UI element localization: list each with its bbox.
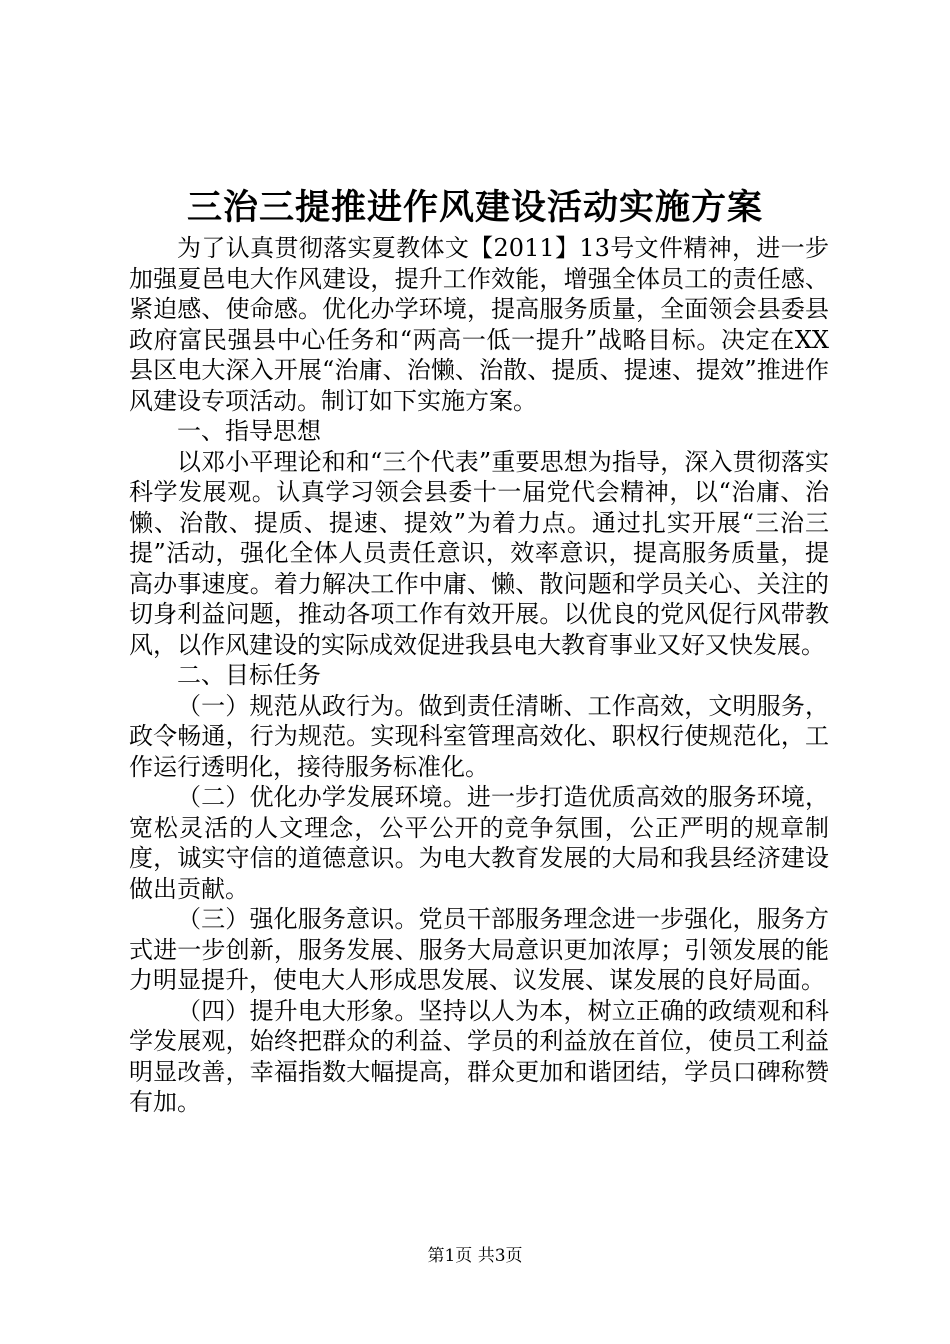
page-footer: 第1页 共3页 — [427, 1246, 523, 1266]
document-body — [129, 233, 829, 1118]
goal-item-4: （四）提升电大形象。坚持以人为本，树立正确的政绩观和科学发展观，始终把群众的利益、学员的利益放在首位，使员工利益明显改善，幸福指数大幅提高，群众更加和谐团结，学员口碑称赞有加。 — [129, 996, 829, 1116]
goal-item-3: （三）强化服务意识。党员干部服务理念进一步强化，服务方式进一步创新，服务发展、服务大局意识更加浓厚；引领发展的能力明显提升，使电大人形成思发展、议发展、谋发展的良好局面。 — [129, 905, 829, 994]
goal-item-1: （一）规范从政行为。做到责任清晰、工作高效，文明服务，政令畅通，行为规范。实现科室管理高效化、职权行使规范化，工作运行透明化，接待服务标准化。 — [129, 691, 829, 781]
section-heading-goals: 二、目标任务 — [177, 661, 321, 689]
document-title: 三治三提推进作风建设活动实施方案 — [186, 187, 763, 228]
section-heading-guiding-thought: 一、指导思想 — [177, 417, 321, 445]
goal-item-2: （二）优化办学发展环境。进一步打造优质高效的服务环境，宽松灵活的人文理念，公平公开的竞争氛围，公正严明的规章制度，诚实守信的道德意识。为电大教育发展的大局和我县经济建设做出贡献。 — [129, 783, 829, 903]
guiding-thought-paragraph: 以邓小平理论和和“三个代表”重要思想为指导，深入贯彻落实科学发展观。认真学习领会县委十一届党代会精神，以“治庸、治懒、治散、提质、提速、提效”为着力点。通过扎实开展“三治三提”活动，强化全体人员责任意识，效率意识，提高服务质量，提高办事速度。着力解决工作中庸、懒、散问题和学员关心、关注的切身利益问题，推动各项工作有效开展。以优良的党风促行风带教风，以作风建设的实际成效促进我县电大教育事业又好又快发展。 — [129, 447, 829, 659]
intro-paragraph: 为了认真贯彻落实夏教体文【2011】13号文件精神，进一步加强夏邑电大作风建设，提升工作效能，增强全体员工的责任感、紧迫感、使命感。优化办学环境，提高服务质量，全面领会县委县政府富民强县中心任务和“两高一低一提升”战略目标。决定在XX县区电大深入开展“治庸、治懒、治散、提质、提速、提效”推进作风建设专项活动。制订如下实施方案。 — [129, 234, 829, 415]
